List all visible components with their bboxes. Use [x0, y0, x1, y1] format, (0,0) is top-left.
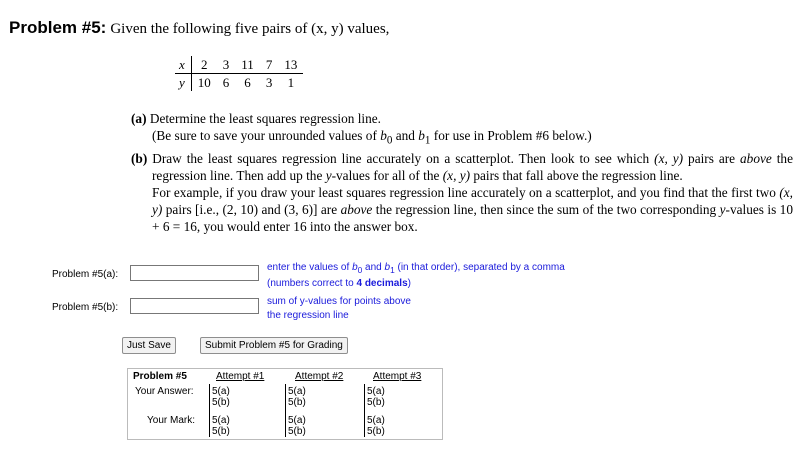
- y-value: 1: [287, 75, 295, 90]
- y-var: y: [719, 202, 726, 217]
- part-a-line1: [131, 110, 793, 127]
- xy-pair-ref: (x, y): [152, 185, 793, 217]
- part-b-s2: pairs are: [683, 151, 741, 166]
- part-b-p2-3: the regression line, then since the sum of the two corresponding: [372, 202, 720, 217]
- attempts-table: [127, 368, 443, 440]
- part-a-line2: [131, 127, 793, 150]
- part-a-note-pre: (Be sure to save your unrounded values of: [152, 128, 381, 143]
- b0-subscript: 0: [386, 134, 393, 147]
- attempt-3-mark-b: 5(b): [367, 426, 385, 437]
- hint-a-text4: ): [407, 278, 411, 289]
- answer-a-label: Problem #5(a):: [52, 269, 119, 280]
- attempt-2-divider: [285, 384, 286, 437]
- just-save-button[interactable]: Just Save: [122, 337, 176, 354]
- hint-a-text2: (in that order), separated by a comma: [394, 262, 565, 273]
- y-label: y: [175, 74, 191, 92]
- xy-pair-ref: (x, y): [442, 168, 471, 183]
- hint-b1-sub: 1: [390, 265, 395, 275]
- part-a-and: and: [392, 128, 419, 143]
- attempt-1-answer-b: 5(b): [212, 397, 230, 408]
- attempt-3-header: Attempt #3: [373, 371, 422, 382]
- hint-a-text3: (numbers correct to: [267, 278, 357, 289]
- y-value: 3: [265, 75, 273, 90]
- y-row: [175, 74, 303, 92]
- problem-header: [9, 18, 389, 38]
- answer-b-label: Problem #5(b):: [52, 302, 119, 313]
- attempt-1-header: Attempt #1: [216, 371, 265, 382]
- y-value: 10: [197, 75, 211, 90]
- problem-title: Problem #5:: [9, 18, 107, 37]
- b1-symbol: b: [418, 128, 425, 143]
- attempt-3-divider: [364, 384, 365, 437]
- your-mark-label: Your Mark:: [147, 415, 195, 426]
- part-b-text: [131, 150, 793, 184]
- submit-button[interactable]: Submit Problem #5 for Grading: [200, 337, 348, 354]
- hint-b-line2: the regression line: [267, 310, 349, 321]
- b0-symbol: b: [380, 128, 387, 143]
- answer-b-hint: [267, 295, 411, 323]
- b1-subscript: 1: [424, 134, 431, 147]
- part-b-s1: Draw the least squares regression line accurately on a scatterplot. Then look to see which: [152, 151, 655, 166]
- hint-b-line1: sum of y-values for points above: [267, 296, 411, 307]
- part-a-text: Determine the least squares regression line.: [149, 111, 381, 126]
- part-b-s4: -values for all of the: [331, 168, 443, 183]
- above-word: above: [340, 202, 373, 217]
- x-value: 2: [191, 56, 217, 74]
- part-b-paragraph2: [131, 184, 793, 235]
- part-b-p2-2: pairs [i.e., (2, 10) and (3, 6)] are: [162, 202, 341, 217]
- attempt-3-mark-a: 5(a): [367, 415, 385, 426]
- y-var: y: [325, 168, 332, 183]
- xy-values-table: [175, 56, 303, 91]
- answer-a-hint: [267, 261, 565, 291]
- part-b-label: (b): [131, 151, 148, 166]
- attempt-3-answer-a: 5(a): [367, 386, 385, 397]
- attempt-2-answer-b: 5(b): [288, 397, 306, 408]
- attempt-2-header: Attempt #2: [295, 371, 344, 382]
- part-b-paragraph1: [131, 150, 793, 184]
- part-a-label: (a): [131, 111, 147, 126]
- attempt-3-answer-b: 5(b): [367, 397, 385, 408]
- y-value: 6: [222, 75, 230, 90]
- your-answer-label: Your Answer:: [135, 386, 194, 397]
- attempt-1-mark-b: 5(b): [212, 426, 230, 437]
- attempt-1-answer-a: 5(a): [212, 386, 230, 397]
- attempt-2-mark-b: 5(b): [288, 426, 306, 437]
- above-word: above: [740, 151, 772, 166]
- xy-pair-ref: (x, y): [654, 151, 684, 166]
- attempts-title: Problem #5: [133, 371, 187, 382]
- hint-b0-sub: 0: [357, 265, 363, 275]
- attempt-2-answer-a: 5(a): [288, 386, 306, 397]
- y-value: 6: [244, 75, 251, 90]
- hint-a-text1: enter the values of: [267, 262, 353, 273]
- part-b: [131, 150, 793, 235]
- hint-b1-symbol: b: [384, 262, 391, 273]
- attempt-1-divider: [209, 384, 210, 437]
- part-a-note-post: for use in Problem #6 below.): [430, 128, 592, 143]
- x-value: 7: [260, 56, 279, 74]
- hint-and: and: [362, 262, 385, 273]
- x-value: 13: [278, 56, 303, 74]
- attempt-2-mark-a: 5(a): [288, 415, 306, 426]
- answer-a-input[interactable]: [130, 265, 259, 281]
- x-value: 3: [217, 56, 236, 74]
- attempt-1-mark-a: 5(a): [212, 415, 230, 426]
- part-a: [131, 110, 793, 150]
- hint-b0-symbol: b: [352, 262, 358, 273]
- answer-b-input[interactable]: [130, 298, 259, 314]
- part-b-s3: the regression line. Then add up the: [152, 151, 793, 183]
- problem-intro: Given the following five pairs of (x, y) values,: [110, 21, 390, 37]
- x-label: x: [175, 56, 191, 74]
- part-b-p2-1: For example, if you draw your least squares regression line accurately on a scatterplot, and you find that the first two: [152, 185, 780, 200]
- part-b-s5: pairs that fall above the regression line.: [470, 168, 683, 183]
- hint-decimals: 4 decimals: [356, 278, 408, 289]
- part-b-p2-4: -values is 10 + 6 = 16, you would enter 16 into the answer box.: [152, 202, 793, 234]
- x-value: 11: [235, 56, 260, 74]
- x-row: [175, 56, 303, 74]
